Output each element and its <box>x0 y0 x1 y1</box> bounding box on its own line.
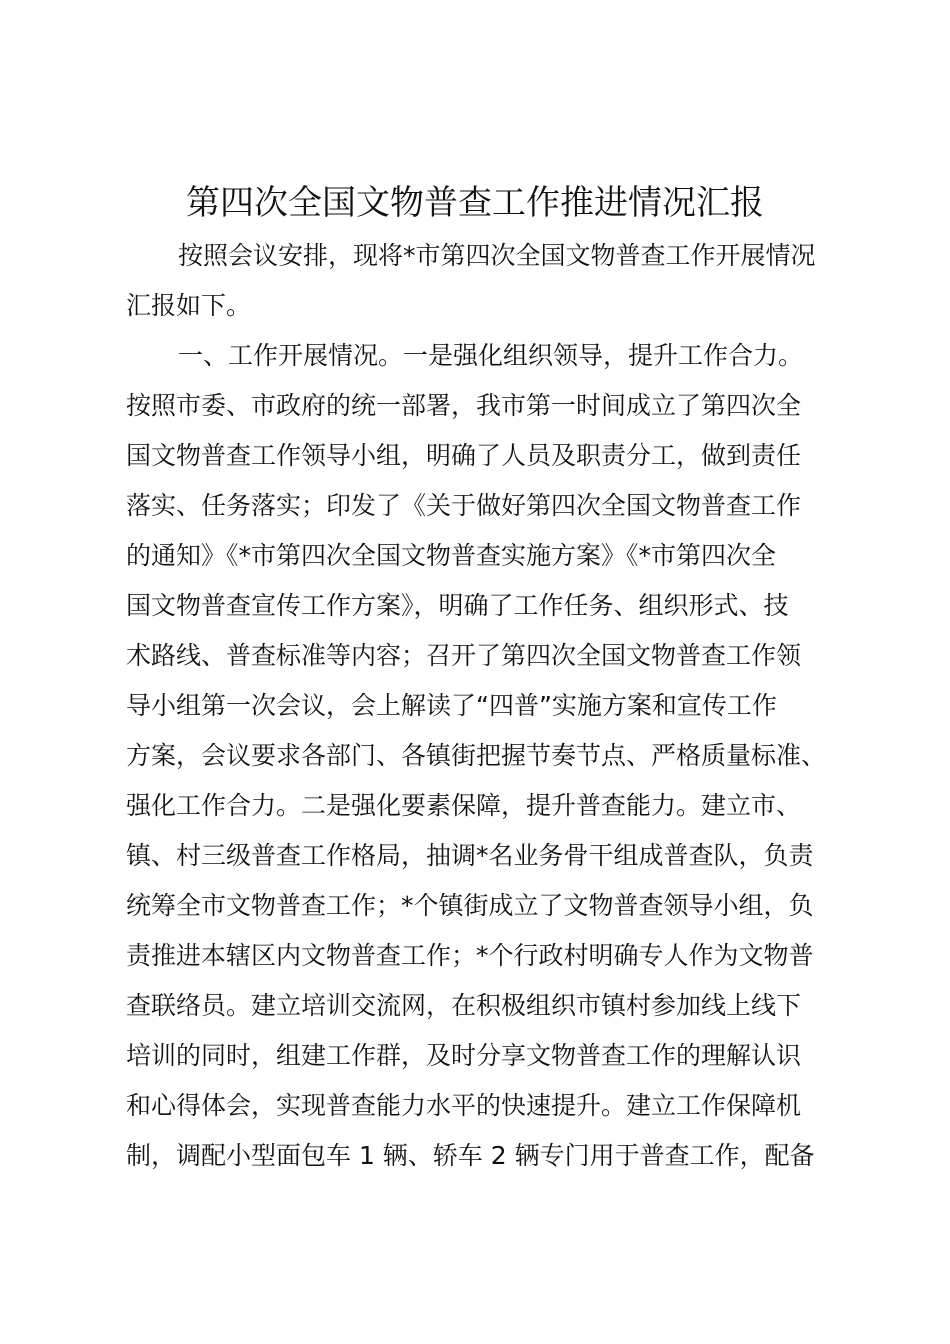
body-line: 汇报如下。 <box>126 291 252 320</box>
body-line: 国文物普查工作领导小组，明确了人员及职责分工，做到责任 <box>126 441 802 470</box>
body-line: 统筹全市文物普查工作；*个镇街成立了文物普查领导小组，负 <box>126 891 814 920</box>
body-line: 按照市委、市政府的统一部署，我市第一时间成立了第四次全 <box>126 391 802 420</box>
body-line: 国文物普查宣传工作方案》，明确了工作任务、组织形式、技 <box>126 591 789 620</box>
body-line: 查联络员。建立培训交流网，在积极组织市镇村参加线上线下 <box>126 991 802 1020</box>
body-line: 术路线、普查标准等内容；召开了第四次全国文物普查工作领 <box>126 641 802 670</box>
body-line: 制，调配小型面包车 1 辆、轿车 2 辆专门用于普查工作，配备 <box>126 1141 815 1170</box>
document-title: 第四次全国文物普查工作推进情况汇报 <box>186 183 764 223</box>
body-line: 按照会议安排，现将*市第四次全国文物普查工作开展情况 <box>178 241 816 270</box>
body-line: 一、工作开展情况。一是强化组织领导，提升工作合力。 <box>178 341 804 370</box>
body-line: 和心得体会，实现普查能力水平的快速提升。建立工作保障机 <box>126 1091 802 1120</box>
body-line: 方案，会议要求各部门、各镇街把握节奏节点、严格质量标准、 <box>126 741 827 770</box>
body-line: 的通知》《*市第四次全国文物普查实施方案》《*市第四次全 <box>126 541 777 570</box>
body-line: 培训的同时，组建工作群，及时分享文物普查工作的理解认识 <box>126 1041 802 1070</box>
body-line: 镇、村三级普查工作格局，抽调*名业务骨干组成普查队，负责 <box>126 841 814 870</box>
document-body <box>126 231 926 1181</box>
body-line: 强化工作合力。二是强化要素保障，提升普查能力。建立市、 <box>126 791 802 820</box>
body-line: 导小组第一次会议，会上解读了“四普”实施方案和宣传工作 <box>126 691 777 720</box>
body-line: 落实、任务落实；印发了《关于做好第四次全国文物普查工作 <box>126 491 802 520</box>
body-line: 责推进本辖区内文物普查工作；*个行政村明确专人作为文物普 <box>126 941 814 970</box>
